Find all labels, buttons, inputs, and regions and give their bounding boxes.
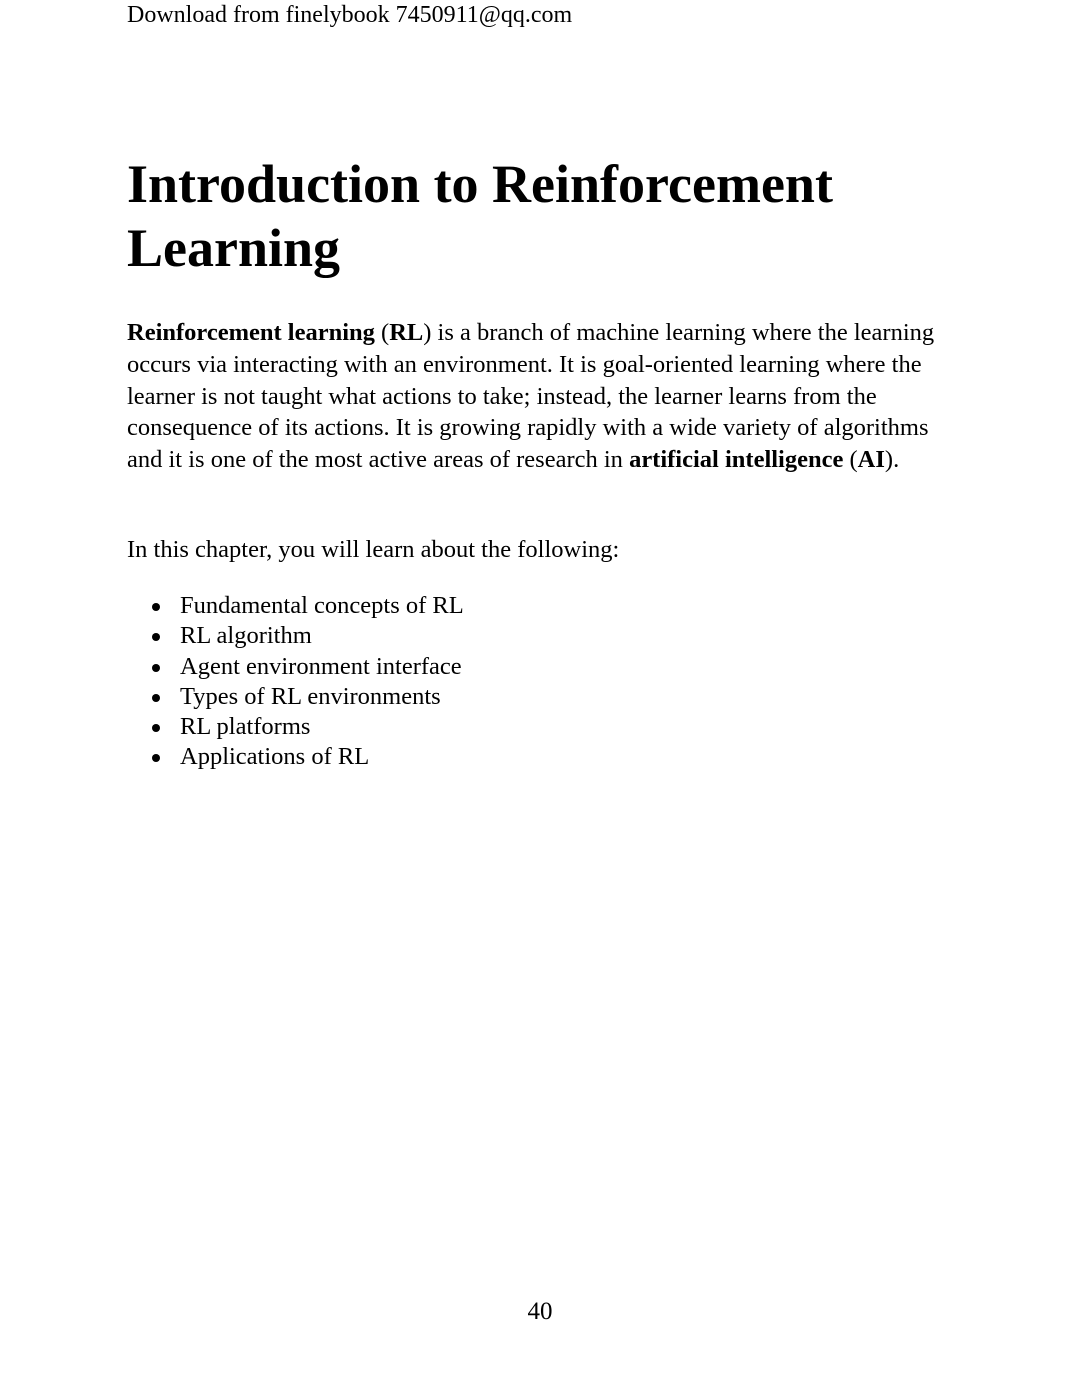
intro-paren-open-2: (	[843, 446, 858, 474]
abbr-rl: RL	[389, 319, 424, 346]
bullet-icon	[152, 633, 160, 641]
term-artificial-intelligence: artificial intelligence	[629, 446, 844, 474]
list-item-label: Agent environment interface	[180, 652, 462, 680]
list-item	[127, 621, 464, 651]
intro-paren-open-1: (	[374, 319, 390, 346]
chapter-topics-lead: In this chapter, you will learn about the following:	[127, 536, 620, 563]
abbr-ai: AI	[857, 446, 885, 474]
list-item	[127, 712, 464, 742]
bullet-icon	[152, 664, 160, 672]
download-watermark: Download from finelybook 7450911@qq.com	[127, 2, 573, 28]
list-item	[127, 742, 464, 772]
bullet-icon	[152, 603, 160, 611]
intro-text-1: ) is a branch of machine learning where the learning occurs via interacting with an environment. It is goal-oriented learning where the learner is not taught what actions to take; instead, the learner learns from the consequence of its actions. It is growing rapidly with a wide variety of algorithms and it is one of the most active areas of research in	[127, 319, 935, 474]
list-item-label: Applications of RL	[180, 743, 370, 771]
list-item	[127, 682, 464, 712]
list-item-label: Fundamental concepts of RL	[180, 592, 464, 619]
page-number: 40	[527, 1298, 553, 1325]
chapter-title: Introduction to Reinforcement Learning	[127, 154, 833, 278]
bullet-icon	[152, 694, 160, 702]
list-item	[127, 591, 464, 621]
topics-list	[127, 591, 464, 773]
list-item	[127, 652, 464, 682]
intro-text-2: ).	[884, 446, 900, 474]
term-reinforcement-learning: Reinforcement learning	[127, 319, 375, 346]
list-item-label: Types of RL environments	[180, 682, 441, 710]
intro-paragraph	[127, 317, 957, 476]
bullet-icon	[152, 724, 160, 732]
bullet-icon	[152, 754, 160, 762]
list-item-label: RL platforms	[180, 713, 311, 741]
list-item-label: RL algorithm	[180, 622, 312, 650]
